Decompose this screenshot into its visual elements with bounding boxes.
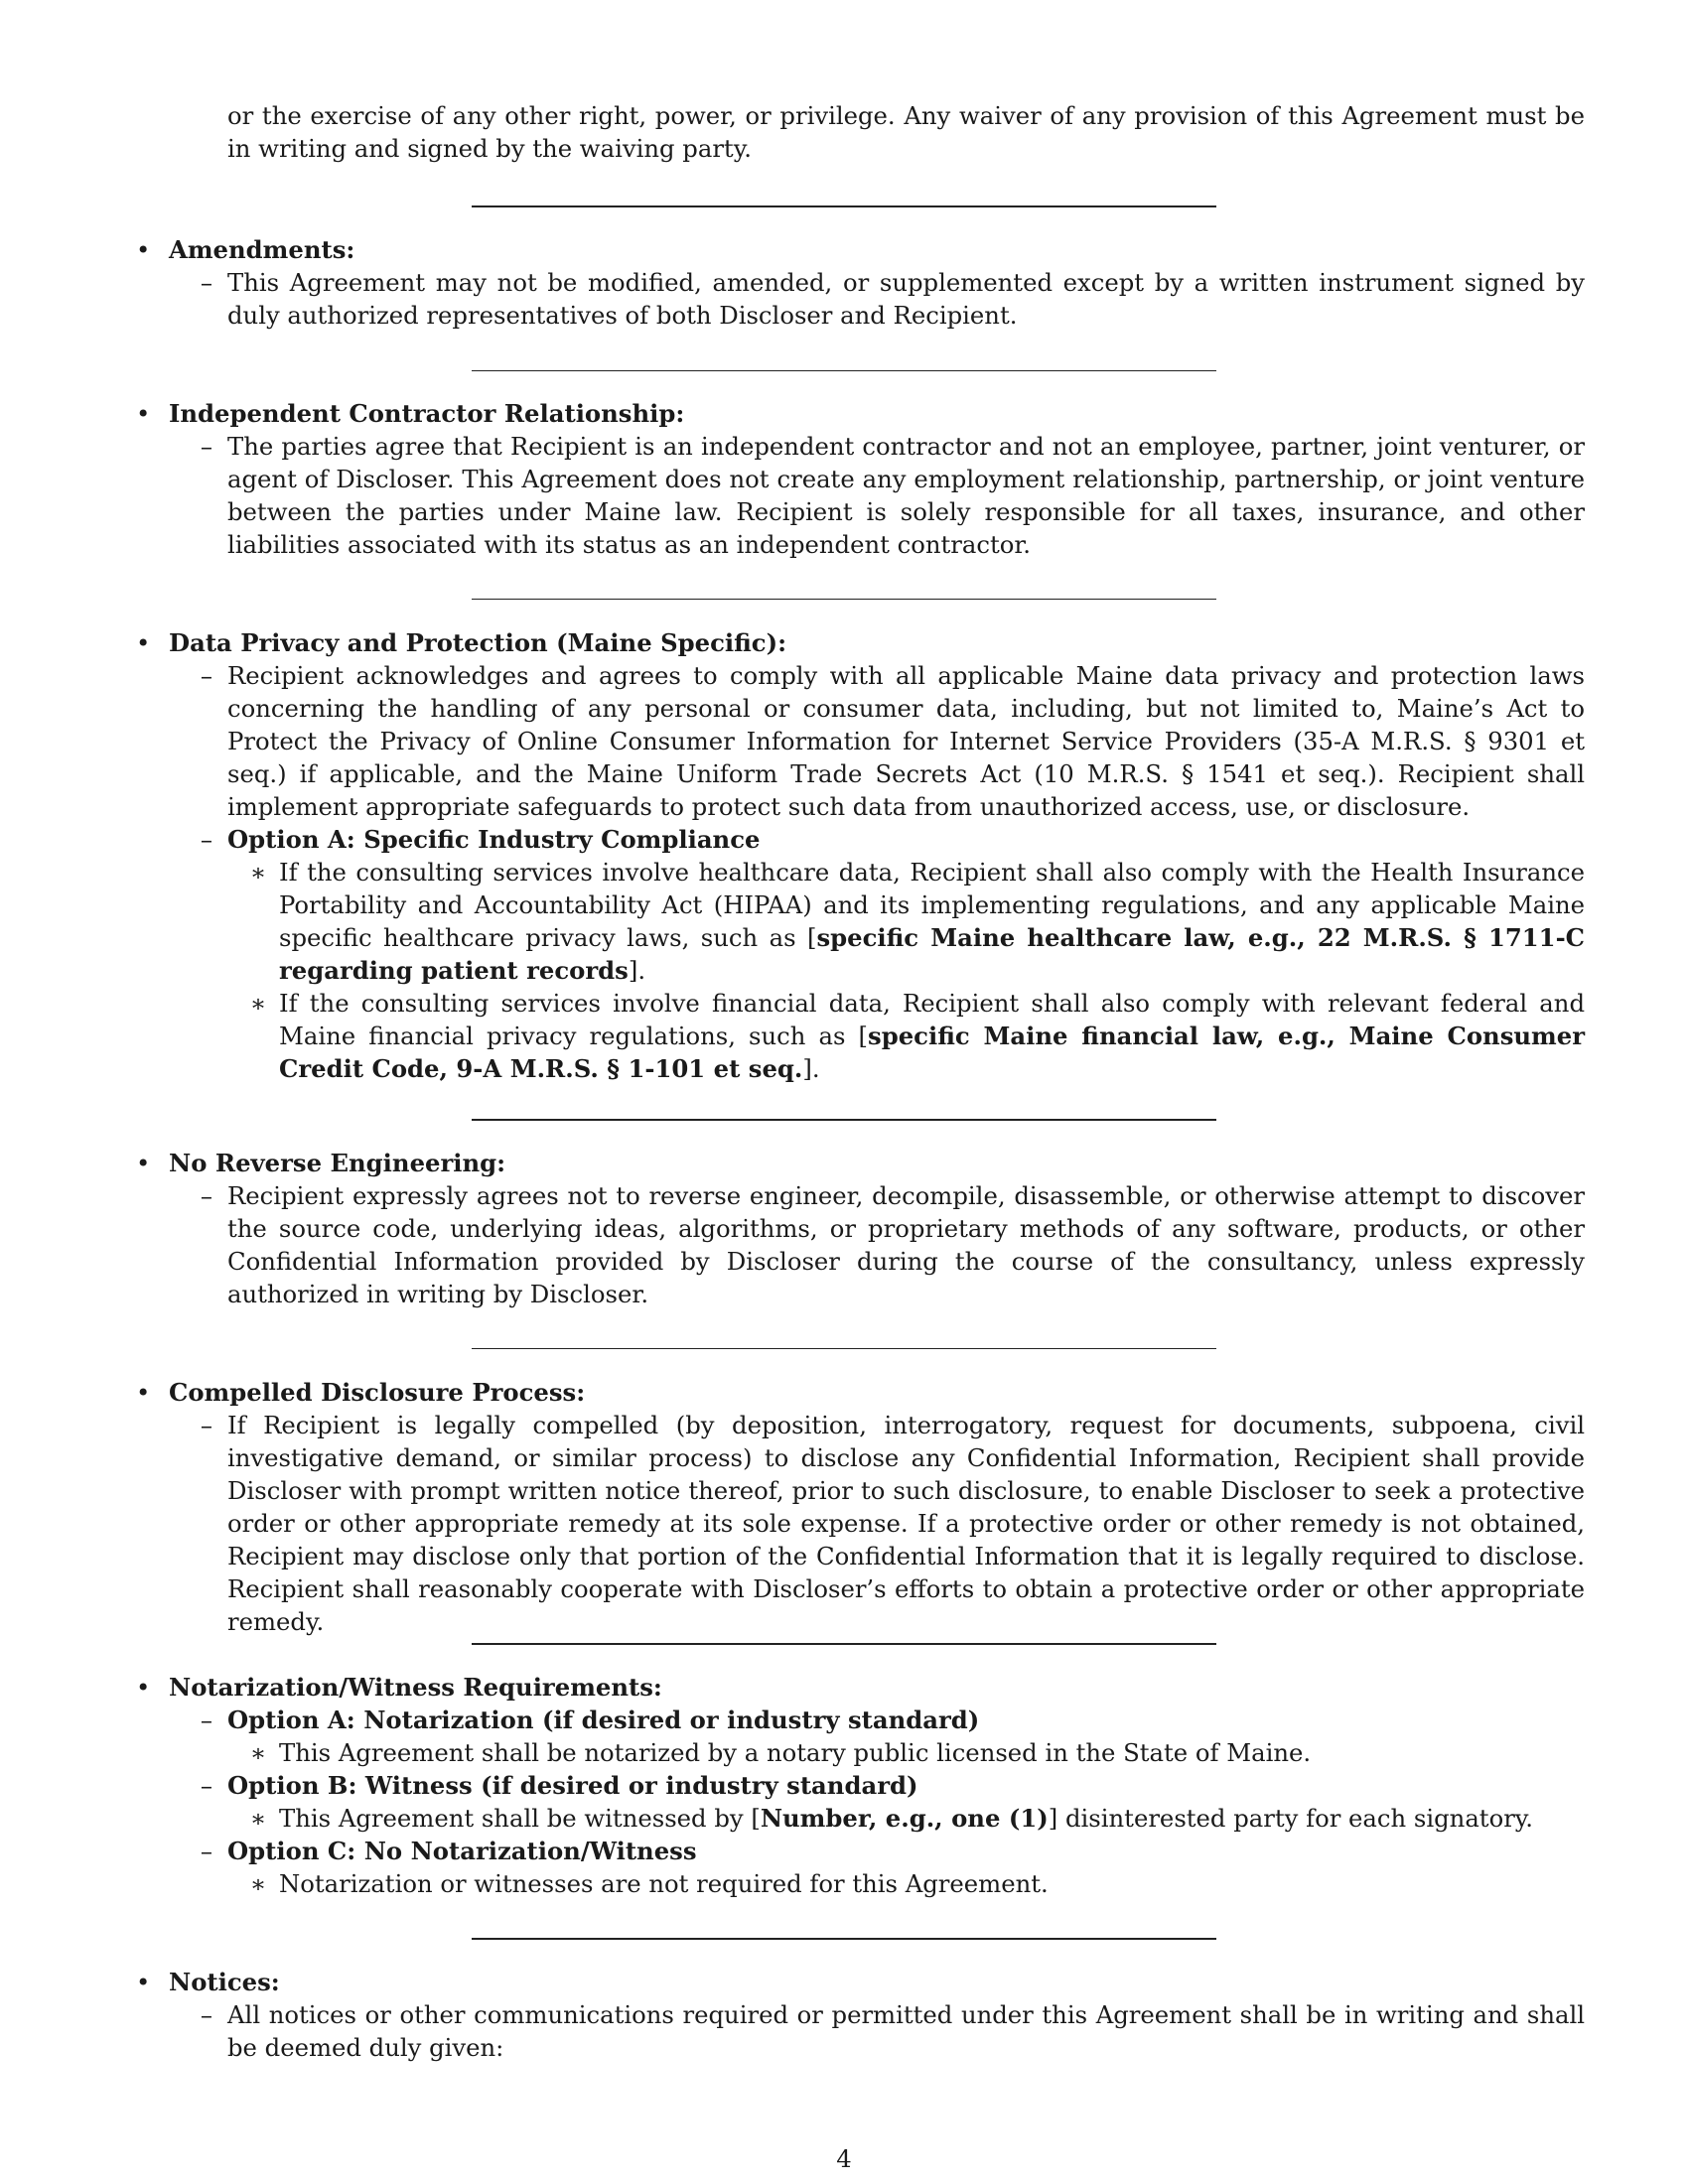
privacy-financial-text: If the consulting services involve financial data, Recipient shall also comply with relevant federal and Maine financial privacy regulations, such as [specific Maine financial law, e.g., Maine Consumer Credit Code, 9-A M.R.S. § 1-101 et seq.]. <box>279 989 1586 1083</box>
asterisk-icon: ∗ <box>249 989 267 1018</box>
notarization-option-b: Option B: Witness (if desired or industry standard) <box>227 1771 918 1800</box>
notarization-option-b-text: This Agreement shall be witnessed by [Number, e.g., one (1)] disinterested party for each signatory. <box>279 1804 1534 1833</box>
notarization-option-a: Option A: Notarization (if desired or industry standard) <box>227 1706 980 1734</box>
dash-icon: – <box>200 432 213 461</box>
reverse-text: Recipient expressly agrees not to reverse engineer, decompile, disassemble, or otherwise attempt to discover the source code, underlying ideas, algorithms, or proprietary methods of any software, products, or other Confidential Information provided by Discloser during the course of the consultancy, unless expressly authorized in writing by Discloser. <box>227 1181 1585 1308</box>
dash-icon: – <box>200 661 213 690</box>
compelled-text: If Recipient is legally compelled (by deposition, interrogatory, request for documents, subpoena, civil investigative demand, or similar process) to disclose any Confidential Information, Recipient shall provide Discloser with prompt written notice thereof, prior to such disclosure, to enable Discloser to seek a protective order or other appropriate remedy at its sole expense. If a protective order or other remedy is not obtained, Recipient may disclose only that portion of the Confidential Information that it is legally required to disclose. Recipient shall reasonably cooperate with Discloser’s efforts to obtain a protective order or other appropriate remedy. <box>227 1411 1585 1636</box>
contractor-text: The parties agree that Recipient is an independent contractor and not an employee, partner, joint venturer, or agent of Discloser. This Agreement does not create any employment relationship, partnership, or joint venture between the parties under Maine law. Recipient is solely responsible for all taxes, insurance, and other liabilities associated with its status as an independent contractor. <box>227 432 1585 559</box>
continuation-paragraph: or the exercise of any other right, power, or privilege. Any waiver of any provision of this Agreement must be in writing and signed by the waiving party. <box>227 101 1585 163</box>
privacy-healthcare-text: If the consulting services involve healthcare data, Recipient shall also comply with the Health Insurance Portability and Accountability Act (HIPAA) and its implementing regulations, and any applicable Maine specific healthcare privacy laws, such as [specific Maine healthcare law, e.g., 22 M.R.S. § 1711-C regarding patient records]. <box>279 858 1585 985</box>
section-divider <box>472 205 1216 207</box>
notices-text: All notices or other communications required or permitted under this Agreement shall be in writing and shall be deemed duly given: <box>227 2000 1585 2062</box>
notarization-option-a-text: This Agreement shall be notarized by a notary public licensed in the State of Maine. <box>279 1738 1312 1767</box>
privacy-option-a: Option A: Specific Industry Compliance <box>227 825 761 854</box>
dash-icon: – <box>200 2000 213 2029</box>
bullet-icon: • <box>136 235 151 264</box>
section-divider <box>472 599 1216 600</box>
bullet-icon: • <box>136 628 151 657</box>
dash-icon: – <box>200 1181 213 1210</box>
asterisk-icon: ∗ <box>249 1738 267 1767</box>
dash-icon: – <box>200 268 213 297</box>
section-divider <box>472 370 1216 371</box>
section-divider <box>472 1643 1216 1645</box>
document-page: or the exercise of any other right, power, or privilege. Any waiver of any provision of this Agreement must be in writing and signed by the waiving party. • Amendments: – This Agreement may not be modified, amended, or supplemented except by a written instrument signed by duly authorized representatives of both Discloser and Recipient. • Independent Contractor Relationship: – The parties agree that Recipient is an independent contractor and not an employee, partner, joint venturer, or agent of Discloser. This Agreement does not create any employment relationship, partnership, or joint venture between the parties under Maine law. Recipient is solely responsible for all taxes, insurance, and other liabilities associated with its status as an independent contractor. • Data Privacy and Protection (Maine Specific): – Recipient acknowledges and agrees to comply with all applicable Maine data privacy and protection laws concerning the handling of any personal or consumer data, including, but not limited to, Maine’s Act to Protect the Privacy of Online Consumer Information for Internet Service Providers (35-A M.R.S. § 9301 et seq.) if applicable, and the Maine Uniform Trade Secrets Act (10 M.R.S. § 1541 et seq.). Recipient shall implement appropriate safeguards to protect such data from unauthorized access, use, or disclosure. – Option A: Specific Industry Compliance ∗ If the consulting services involve healthcare data, Recipient shall also comply with the Health Insurance Portability and Accountability Act (HIPAA) and its implementing regulations, and any applicable Maine specific healthcare privacy laws, such as [specific Maine healthcare law, e.g., 22 M.R.S. § 1711-C regarding patient records]. ∗ If the consulting services involve financial data, Recipient shall also comply with relevant federal and Maine financial privacy regulations, such as [specific Maine financial law, e.g., Maine Consumer Credit Code, 9-A M.R.S. § 1-101 et seq.]. • No Reverse Engineering: – Recipient expressly agrees not to reverse engineer, decompile, disassemble, or otherwise attempt to discover the source code, underlying ideas, algorithms, or proprietary methods of any software, products, or other Confidential Information provided by Discloser during the course of the consultancy, unless expressly authorized in writing by Discloser. • Compelled Disclosure Process: – If Recipient is legally compelled (by deposition, interrogatory, request for documents, subpoena, civil investigative demand, or similar process) to disclose any Confidential Information, Recipient shall provide Discloser with prompt written notice thereof, prior to such disclosure, to enable Discloser to seek a protective order or other appropriate remedy at its sole expense. If a protective order or other remedy is not obtained, Recipient may disclose only that portion of the Confidential Information that it is legally required to disclose. Recipient shall reasonably cooperate with Discloser’s efforts to obtain a protective order or other appropriate remedy. • Notarization/Witness Requirements: – Option A: Notarization (if desired or industry standard) ∗ This Agreement shall be notarized by a notary public licensed in the State of Maine. – Option B: Witness (if desired or industry standard) ∗ This Agreement shall be witnessed by [Number, e.g., one (1)] disinterested party for each signatory. – Option C: No Notarization/Witness ∗ Notarization or witnesses are not required for this Agreement. • Notices: – All notices or other communications required or permitted under this Agreement shall be in writing and shall be deemed duly given: 4 <box>0 0 1688 2184</box>
section-divider <box>472 1348 1216 1349</box>
asterisk-icon: ∗ <box>249 1804 267 1833</box>
bullet-icon: • <box>136 399 151 428</box>
dash-icon: – <box>200 1706 213 1734</box>
privacy-text: Recipient acknowledges and agrees to comply with all applicable Maine data privacy and protection laws concerning the handling of any personal or consumer data, including, but not limited to, Maine’s Act to Protect the Privacy of Online Consumer Information for Internet Service Providers (35-A M.R.S. § 9301 et seq.) if applicable, and the Maine Uniform Trade Secrets Act (10 M.R.S. § 1541 et seq.). Recipient shall implement appropriate safeguards to protect such data from unauthorized access, use, or disclosure. <box>227 661 1585 821</box>
dash-icon: – <box>200 1411 213 1439</box>
section-divider <box>472 1119 1216 1121</box>
page-number: 4 <box>836 2144 852 2173</box>
bullet-icon: • <box>136 1968 151 1996</box>
dash-icon: – <box>200 1837 213 1865</box>
dash-icon: – <box>200 825 213 854</box>
bullet-icon: • <box>136 1673 151 1702</box>
section-divider <box>472 1938 1216 1940</box>
asterisk-icon: ∗ <box>249 1869 267 1898</box>
notarization-option-c: Option C: No Notarization/Witness <box>227 1837 697 1865</box>
dash-icon: – <box>200 1771 213 1800</box>
notarization-option-c-text: Notarization or witnesses are not required for this Agreement. <box>279 1869 1049 1898</box>
amendments-text: This Agreement may not be modified, amended, or supplemented except by a written instrument signed by duly authorized representatives of both Discloser and Recipient. <box>227 268 1585 330</box>
asterisk-icon: ∗ <box>249 858 267 887</box>
bullet-icon: • <box>136 1378 151 1407</box>
bullet-icon: • <box>136 1149 151 1177</box>
